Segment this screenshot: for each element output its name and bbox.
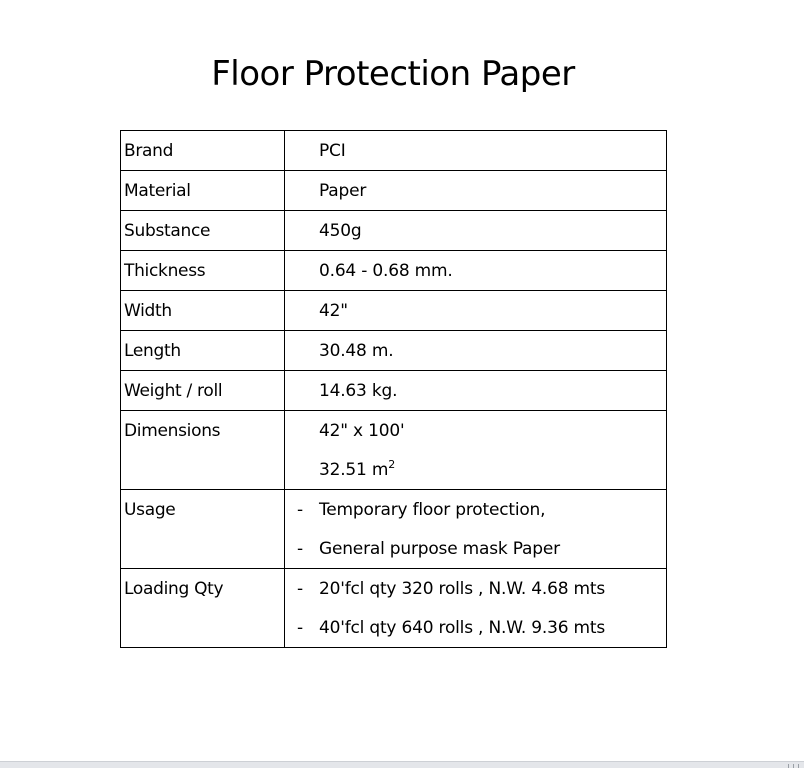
- spec-value-line: [285, 131, 666, 170]
- spec-value: 42": [319, 301, 348, 321]
- superscript: 2: [388, 458, 396, 471]
- spec-value: 0.64 - 0.68 mm.: [319, 261, 453, 281]
- spec-label: Substance: [124, 221, 211, 241]
- spec-label-cell: [121, 371, 285, 411]
- spec-label-cell: [121, 211, 285, 251]
- spec-label-cell: [121, 569, 285, 648]
- spec-label-cell: [121, 291, 285, 331]
- spec-value-line: [285, 371, 666, 410]
- spec-value-line: [285, 529, 666, 568]
- page-title: Floor Protection Paper: [211, 54, 575, 94]
- spec-value: 42" x 100': [319, 421, 405, 441]
- spec-value-line: [285, 251, 666, 290]
- spec-value: General purpose mask Paper: [319, 539, 560, 559]
- bullet-dash: -: [297, 579, 303, 599]
- spec-label: Material: [124, 181, 191, 201]
- spec-value-cell: [285, 490, 667, 569]
- spec-label: Loading Qty: [124, 579, 224, 599]
- spec-value-line: [285, 211, 666, 250]
- spec-value-cell: [285, 411, 667, 490]
- spec-value: 20'fcl qty 320 rolls , N.W. 4.68 mts: [319, 579, 605, 599]
- spec-label: Length: [124, 341, 181, 361]
- spec-label: Thickness: [124, 261, 206, 281]
- spec-value-line: [285, 411, 666, 450]
- spec-value-cell: [285, 251, 667, 291]
- spec-row: [121, 291, 667, 331]
- spec-value: 450g: [319, 221, 362, 241]
- resize-grip-icon[interactable]: [786, 762, 802, 768]
- spec-value-cell: [285, 131, 667, 171]
- bullet-dash: -: [297, 539, 303, 559]
- spec-value-cell: [285, 211, 667, 251]
- spec-value-line: [285, 171, 666, 210]
- spec-value-cell: [285, 291, 667, 331]
- spec-row: [121, 569, 667, 648]
- spec-label: Dimensions: [124, 421, 221, 441]
- spec-label-cell: [121, 131, 285, 171]
- spec-value-line: [285, 569, 666, 608]
- spec-value-cell: [285, 569, 667, 648]
- status-bar: [0, 761, 804, 768]
- spec-label-cell: [121, 251, 285, 291]
- spec-label-cell: [121, 331, 285, 371]
- spec-row: [121, 331, 667, 371]
- spec-row: [121, 131, 667, 171]
- spec-value: 40'fcl qty 640 rolls , N.W. 9.36 mts: [319, 618, 605, 638]
- spec-value: 32.51 m: [319, 460, 389, 480]
- spec-row: [121, 490, 667, 569]
- spec-label: Usage: [124, 500, 176, 520]
- spec-value-line: [285, 291, 666, 330]
- spec-table: [120, 130, 667, 648]
- spec-value: Paper: [319, 181, 367, 201]
- bullet-dash: -: [297, 500, 303, 520]
- spec-table-body: [121, 131, 667, 648]
- spec-label-cell: [121, 411, 285, 490]
- spec-value: PCI: [319, 141, 346, 161]
- spec-value: Temporary floor protection,: [319, 500, 546, 520]
- spec-row: [121, 171, 667, 211]
- spec-row: [121, 211, 667, 251]
- spec-label-cell: [121, 490, 285, 569]
- spec-value-line: [285, 490, 666, 529]
- bullet-dash: -: [297, 618, 303, 638]
- spec-row: [121, 371, 667, 411]
- spec-row: [121, 411, 667, 490]
- spec-row: [121, 251, 667, 291]
- spec-value-cell: [285, 171, 667, 211]
- spec-label-cell: [121, 171, 285, 211]
- spec-value-cell: [285, 331, 667, 371]
- spec-value-cell: [285, 371, 667, 411]
- spec-value-line: [285, 450, 666, 489]
- spec-label: Weight / roll: [124, 381, 223, 401]
- spec-value: 30.48 m.: [319, 341, 394, 361]
- spec-label: Width: [124, 301, 172, 321]
- spec-label: Brand: [124, 141, 174, 161]
- spec-value-line: [285, 331, 666, 370]
- spec-value: 14.63 kg.: [319, 381, 398, 401]
- spec-value-line: [285, 608, 666, 647]
